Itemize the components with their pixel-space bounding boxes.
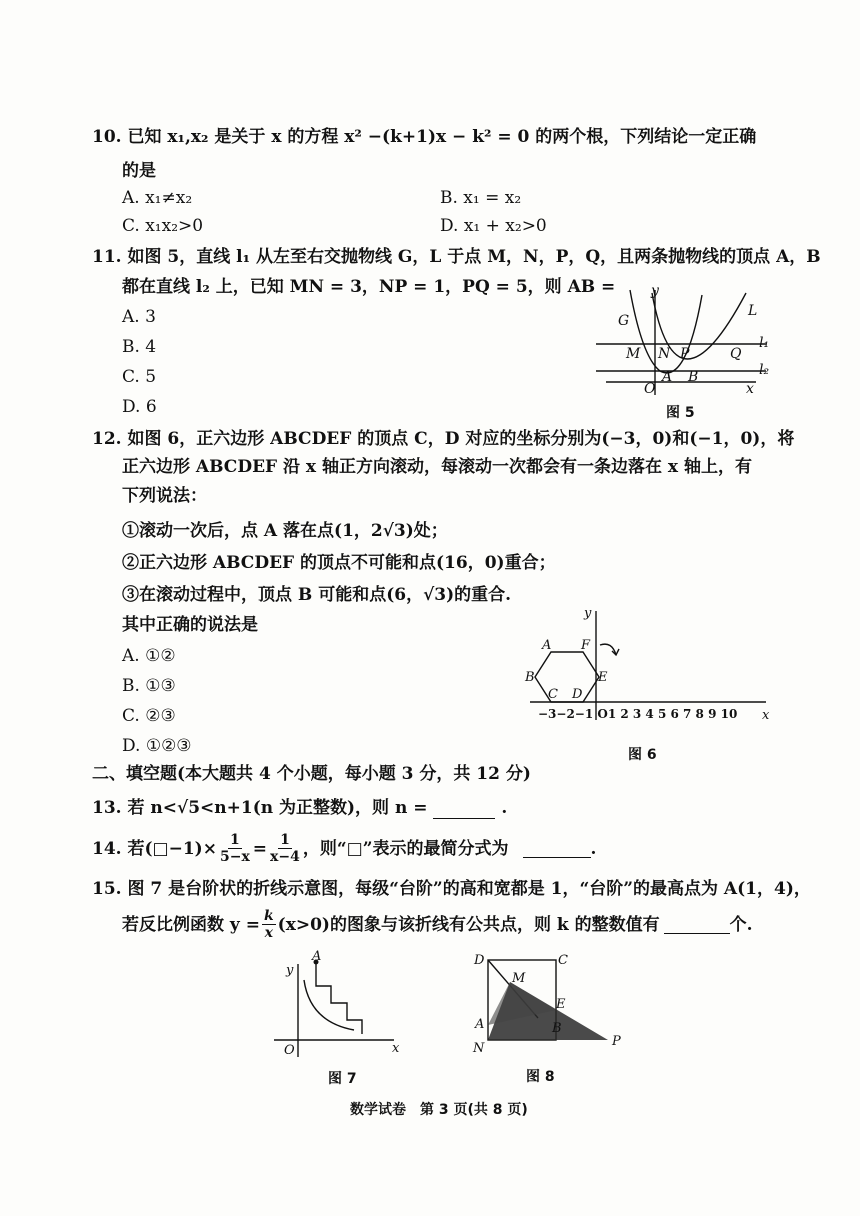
page-footer: 数学试卷 第 3 页(共 8 页) — [350, 1102, 528, 1118]
label-A: A — [542, 638, 552, 653]
q12-stem-line1: 12. 如图 6，正六边形 ABCDEF 的顶点 C，D 对应的坐标分别为(−3，0)和(−1，0)，将 — [92, 429, 795, 449]
q14-frac1-num: 1 — [230, 832, 240, 848]
q13-end: . — [501, 798, 508, 818]
q15-frac-num: k — [263, 908, 274, 924]
q15-line1: 15. 图 7 是台阶状的折线示意图，每级“台阶”的高和宽都是 1，“台阶”的最高点为 A(1，4)， — [92, 879, 811, 899]
label-N: N — [473, 1041, 485, 1056]
label-L: L — [748, 303, 758, 319]
x-tick-labels: −3−2−1 O1 2 3 4 5 6 7 8 9 10 — [538, 707, 738, 721]
q11-option-b: B. 4 — [122, 337, 157, 357]
label-D: D — [474, 953, 485, 968]
figure-8 — [470, 950, 630, 1060]
label-x: x — [392, 1041, 400, 1056]
q12-option-d: D. ①②③ — [122, 736, 192, 756]
label-M: M — [626, 346, 641, 362]
label-O: O — [644, 381, 656, 397]
q14-fraction-1 — [220, 832, 250, 865]
q10-option-a: A. x₁≠x₂ — [122, 188, 193, 208]
label-y: y — [286, 963, 294, 978]
q15-pre: 若反比例函数 y = — [122, 914, 260, 935]
q14-frac2-num: 1 — [280, 832, 290, 848]
q15-line2 — [122, 908, 753, 941]
label-P: P — [680, 346, 690, 362]
q10-stem-line2: 的是 — [122, 161, 156, 181]
figure-7-caption: 图 7 — [328, 1071, 357, 1087]
q12-option-b: B. ①③ — [122, 676, 176, 696]
q10-option-d: D. x₁ + x₂>0 — [440, 216, 547, 236]
q13 — [92, 797, 507, 819]
label-G: G — [618, 313, 630, 329]
q15-answer-blank[interactable] — [664, 915, 730, 934]
label-A: A — [475, 1017, 485, 1032]
label-B: B — [525, 670, 535, 685]
label-O: O — [284, 1043, 295, 1058]
q11-stem-line1: 11. 如图 5，直线 l₁ 从左至右交抛物线 G，L 于点 M，N，P，Q，且两条抛物线的顶点 A，B — [92, 247, 821, 267]
q12-option-a: A. ①② — [122, 646, 176, 666]
label-F: F — [581, 638, 591, 653]
q12-ask: 其中正确的说法是 — [122, 615, 258, 635]
label-B: B — [688, 369, 699, 385]
figure-6-caption: 图 6 — [628, 747, 657, 763]
label-A: A — [312, 949, 322, 964]
q12-stem-line3: 下列说法： — [122, 486, 207, 506]
label-l1: l₁ — [759, 335, 770, 351]
figure-8-caption: 图 8 — [526, 1069, 555, 1085]
q14-frac1-den: 5−x — [219, 849, 250, 865]
q10-option-c: C. x₁x₂>0 — [122, 216, 204, 236]
q15-post: (x>0)的图象与该折线有公共点，则 k 的整数值有 — [277, 914, 660, 935]
q15-frac-den: x — [264, 925, 273, 941]
label-Q: Q — [730, 346, 742, 362]
q12-option-c: C. ②③ — [122, 706, 176, 726]
label-y: y — [651, 283, 659, 299]
label-l2: l₂ — [759, 362, 770, 378]
q13-text: 13. 若 n<√5<n+1(n 为正整数)，则 n = — [92, 798, 428, 818]
q14-pre: 14. 若(□−1)× — [92, 838, 217, 859]
label-E: E — [556, 997, 566, 1012]
hexagon-ABCDEF — [535, 652, 599, 702]
q14-eq: = — [252, 838, 268, 859]
q13-answer-blank[interactable] — [433, 800, 495, 819]
label-D: D — [572, 687, 583, 702]
q14-post: ，则“□”表示的最简分式为 — [302, 838, 509, 859]
label-B: B — [552, 1021, 562, 1036]
q15-end: 个. — [729, 914, 753, 935]
figure-5 — [596, 285, 776, 397]
q14-frac2-den: x−4 — [270, 849, 300, 865]
q14-answer-blank[interactable] — [523, 839, 591, 858]
q14-end: . — [590, 838, 597, 859]
q12-statement-3: ③在滚动过程中，顶点 B 可能和点(6，√3)的重合. — [122, 585, 512, 605]
q11-option-d: D. 6 — [122, 397, 157, 417]
q14-fraction-2 — [270, 832, 300, 865]
label-C: C — [558, 953, 568, 968]
figure-6 — [526, 605, 776, 725]
q11-option-a: A. 3 — [122, 307, 156, 327]
label-M: M — [512, 971, 526, 986]
q12-stem-line2: 正六边形 ABCDEF 沿 x 轴正方向滚动，每滚动一次都会有一条边落在 x 轴上，有 — [122, 457, 752, 477]
q10-option-b: B. x₁ = x₂ — [440, 188, 522, 208]
q11-stem-line2: 都在直线 l₂ 上，已知 MN = 3，NP = 1，PQ = 5，则 AB = — [122, 277, 616, 297]
q12-statement-1: ①滚动一次后，点 A 落在点(1，2√3)处； — [122, 521, 448, 541]
label-x: x — [746, 381, 754, 397]
label-P: P — [612, 1034, 621, 1049]
label-A: A — [662, 369, 673, 385]
figure-7 — [274, 949, 404, 1062]
label-y: y — [584, 606, 592, 621]
q11-option-c: C. 5 — [122, 367, 157, 387]
q15-fraction — [262, 908, 276, 941]
label-C: C — [548, 687, 558, 702]
figure-5-caption: 图 5 — [666, 405, 695, 421]
label-E: E — [598, 670, 608, 685]
q10-stem-line1: 10. 已知 x₁,x₂ 是关于 x 的方程 x² −(k+1)x − k² = 0 的两个根，下列结论一定正确 — [92, 127, 757, 147]
q14 — [92, 832, 596, 865]
label-N: N — [658, 346, 671, 362]
section-2-heading: 二、填空题(本大题共 4 个小题，每小题 3 分，共 12 分) — [92, 764, 531, 784]
label-x: x — [762, 708, 770, 723]
q12-statement-2: ②正六边形 ABCDEF 的顶点不可能和点(16，0)重合； — [122, 553, 556, 573]
staircase-polyline — [316, 962, 362, 1034]
